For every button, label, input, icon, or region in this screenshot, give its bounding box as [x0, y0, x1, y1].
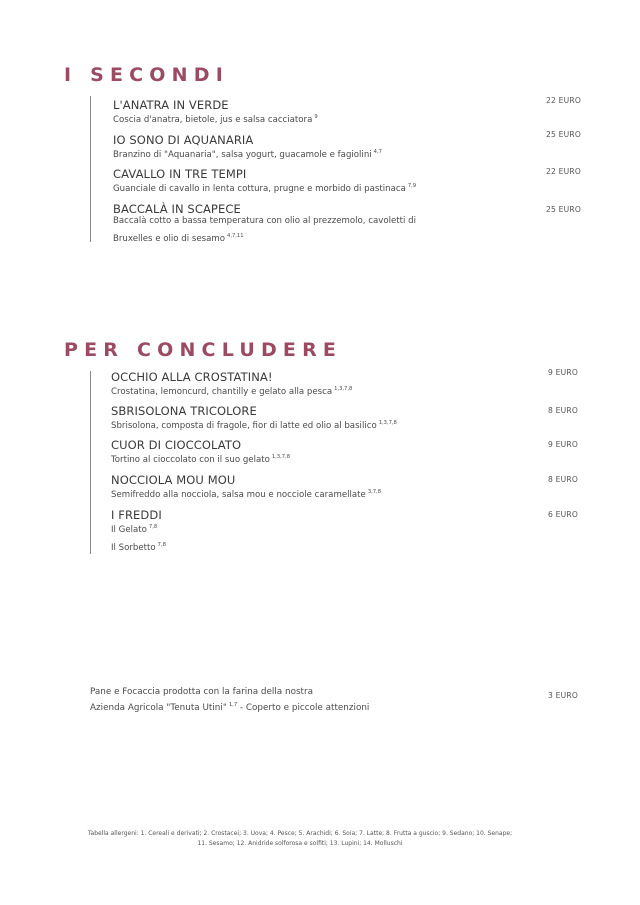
item-name: IO SONO DI AQUANARIA	[113, 133, 254, 147]
allergen-codes: 7,9	[407, 183, 417, 189]
item-price: 3 EURO	[548, 691, 579, 700]
item-price: 8 EURO	[548, 406, 579, 415]
allergen-codes: 7,8	[157, 542, 166, 548]
item-price: 25 EURO	[546, 130, 582, 139]
allergen-codes: 9	[314, 114, 318, 120]
item-price: 9 EURO	[548, 440, 579, 449]
item-name: SBRISOLONA TRICOLORE	[111, 404, 257, 418]
item-name: L'ANATRA IN VERDE	[113, 98, 229, 112]
allergen-codes: 1,3,7,8	[378, 420, 397, 426]
item-name: NOCCIOLA MOU MOU	[111, 473, 236, 487]
allergen-codes: 1,3,7,8	[271, 454, 291, 460]
section-divider-concludere	[90, 371, 91, 554]
item-description: Tortino al cioccolato con il suo gelato $^{1,3,7,8}$	[111, 454, 291, 465]
item-price: 6 EURO	[548, 510, 579, 519]
item-price: 22 EURO	[546, 167, 582, 176]
section-title-secondi: I SECONDI	[64, 64, 229, 86]
item-name: CAVALLO IN TRE TEMPI	[113, 167, 247, 181]
allergen-codes: 3,7,8	[367, 489, 382, 495]
allergen-codes: 4,7,11	[227, 233, 244, 239]
allergen-codes: 4,7	[373, 149, 382, 155]
item-price: 9 EURO	[548, 368, 579, 377]
item-name: BACCALÀ IN SCAPECE	[113, 202, 241, 216]
item-description: Branzino di "Aquanaria", salsa yogurt, guacamole e fagiolini $^{4,7}$	[113, 149, 382, 160]
allergen-codes: 7,8	[148, 524, 158, 530]
section-divider-secondi	[90, 96, 91, 242]
allergen-table-line-2: 11. Sesamo; 12. Anidride solforosa e solfiti; 13. Lupini; 14. Molluschi	[197, 840, 403, 847]
item-name: I FREDDI	[111, 508, 162, 522]
item-description: Guanciale di cavallo in lenta cottura, prugne e morbido di pastinaca $^{7,9}$	[113, 183, 417, 194]
allergen-codes: 1,3,7,8	[334, 386, 353, 392]
item-name: CUOR DI CIOCCOLATO	[111, 438, 242, 452]
item-price: 22 EURO	[546, 96, 582, 105]
allergen-table-line-1: Tabella allergeni: 1. Cereali e derivati; 2. Crostacei; 3. Uova; 4. Pesce; 5. Arachidi; 6. Soia; 7. Latte; 8. Frutta a guscio; 9. Sedano; 10. Senape;	[87, 830, 513, 837]
section-title-concludere: PER CONCLUDERE	[64, 339, 343, 361]
allergen-codes: 1,7	[228, 702, 238, 708]
item-description: Baccalà cotto a bassa temperatura con olio al prezzemolo, cavoletti di Bruxelles e olio di sesamo $^{4,7,11}$	[113, 216, 416, 244]
item-price: 25 EURO	[546, 205, 582, 214]
item-description: Il Gelato $^{7,8}$ Il Sorbetto $^{7,8}$	[111, 524, 166, 553]
item-description: Sbrisolona, composta di fragole, fior di latte ed olio al basilico $^{1,3,7,8}$	[111, 420, 397, 431]
allergen-table	[60, 829, 540, 849]
item-name: OCCHIO ALLA CROSTATINA!	[111, 370, 273, 384]
item-price: 8 EURO	[548, 475, 579, 484]
item-description: Coscia d'anatra, bietole, jus e salsa cacciatora $^9$	[113, 114, 318, 125]
item-description: Semifreddo alla nocciola, salsa mou e nocciole caramellate $^{3,7,8}$	[111, 489, 382, 500]
bread-text-line-2: Azienda Agricola "Tenuta Utini" $^{1,7}$ - Coperto e piccole attenzioni	[90, 702, 370, 713]
bread-text-line-1: Pane e Focaccia prodotta con la farina della nostra	[90, 687, 313, 697]
item-description: Crostatina, lemoncurd, chantilly e gelato alla pesca $^{1,3,7,8}$	[111, 386, 353, 397]
